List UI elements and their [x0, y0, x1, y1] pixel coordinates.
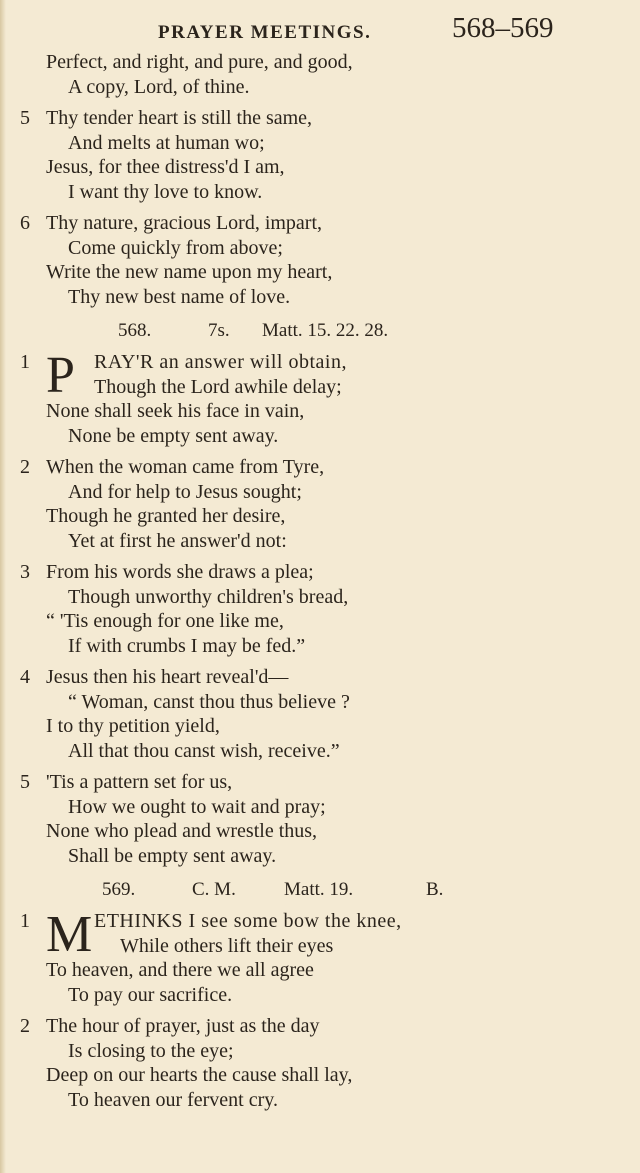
verse-line: And for help to Jesus sought;: [68, 480, 302, 503]
verse-line: Deep on our hearts the cause shall lay,: [46, 1064, 353, 1086]
verse-line: Though unworthy children's bread,: [68, 585, 349, 608]
verse-line: Thy nature, gracious Lord, impart,: [46, 212, 323, 234]
verse-line: I to thy petition yield,: [46, 715, 220, 737]
verse-line: Thy tender heart is still the same,: [46, 107, 313, 129]
hymn-number: 569.: [102, 879, 136, 900]
stanza-number: 3: [20, 561, 30, 583]
drop-cap: P: [46, 347, 75, 404]
verse-line: The hour of prayer, just as the day: [46, 1015, 320, 1037]
tune-mark: B.: [426, 879, 444, 900]
verse-line: Though the Lord awhile delay;: [94, 375, 342, 398]
verse-line: Perfect, and right, and pure, and good,: [46, 51, 353, 73]
verse-line: 'Tis a pattern set for us,: [46, 771, 233, 793]
stanza-number: 4: [20, 666, 30, 688]
verse-line: Jesus, for thee distress'd I am,: [46, 156, 285, 178]
verse-line: When the woman came from Tyre,: [46, 456, 325, 478]
verse-line: To heaven, and there we all agree: [46, 959, 314, 981]
page-numbers: 568–569: [452, 12, 554, 44]
stanza-number: 2: [20, 1015, 30, 1037]
stanza-1: [0, 347, 640, 448]
stanza-number: 6: [20, 212, 30, 234]
verse-line: From his words she draws a plea;: [46, 561, 314, 583]
verse-line: If with crumbs I may be fed.”: [68, 634, 306, 657]
hymn-number: 568.: [118, 320, 152, 341]
hymn-heading-569: [0, 875, 640, 909]
verse-line: Write the new name upon my heart,: [46, 261, 333, 283]
verse-line: Is closing to the eye;: [68, 1039, 234, 1062]
verse-line: None be empty sent away.: [68, 424, 279, 447]
verse-line: RAY'R an answer will obtain,: [94, 351, 347, 373]
stanza-6: [0, 211, 640, 309]
verse-line: To pay our sacrifice.: [68, 983, 233, 1006]
running-title: PRAYER MEETINGS.: [158, 22, 372, 43]
verse-line: None shall seek his face in vain,: [46, 400, 305, 422]
stanza-4: [0, 665, 640, 763]
page-header: [0, 12, 640, 46]
stanza-number: 1: [20, 351, 30, 373]
verse-line: A copy, Lord, of thine.: [68, 75, 250, 98]
verse-line: Though he granted her desire,: [46, 505, 286, 527]
verse-line: ETHINKS I see some bow the knee,: [94, 910, 402, 932]
verse-line: How we ought to wait and pray;: [68, 795, 326, 818]
hymn-meter: C. M.: [192, 879, 236, 900]
verse-line: “ Woman, canst thou thus believe ?: [68, 690, 350, 713]
verse-line: To heaven our fervent cry.: [68, 1088, 278, 1111]
page-content: [0, 50, 640, 1119]
stanza-number: 5: [20, 107, 30, 129]
verse-line: “ 'Tis enough for one like me,: [46, 610, 284, 632]
scripture-reference: Matt. 19.: [284, 879, 354, 900]
verse-line: Come quickly from above;: [68, 236, 283, 259]
verse-line: I want thy love to know.: [68, 180, 263, 203]
verse-line: While others lift their eyes: [120, 934, 334, 957]
stanza-1: [0, 906, 640, 1007]
stanza-continued: [0, 50, 640, 99]
verse-line: All that thou canst wish, receive.”: [68, 739, 340, 762]
stanza-2: [0, 455, 640, 553]
verse-line: And melts at human wo;: [68, 131, 265, 154]
drop-cap: M: [46, 906, 93, 963]
verse-line: Jesus then his heart reveal'd—: [46, 666, 289, 688]
stanza-2: [0, 1014, 640, 1112]
verse-line: Yet at first he answer'd not:: [68, 529, 287, 552]
hymn-heading-568: [0, 316, 640, 350]
verse-line: Thy new best name of love.: [68, 285, 291, 308]
hymn-meter: 7s.: [208, 320, 230, 341]
verse-line: Shall be empty sent away.: [68, 844, 277, 867]
stanza-number: 5: [20, 771, 30, 793]
stanza-number: 2: [20, 456, 30, 478]
scripture-reference: Matt. 15. 22. 28.: [262, 320, 389, 341]
verse-line: None who plead and wrestle thus,: [46, 820, 318, 842]
stanza-3: [0, 560, 640, 658]
stanza-5: [0, 106, 640, 204]
stanza-5: [0, 770, 640, 868]
stanza-number: 1: [20, 910, 30, 932]
